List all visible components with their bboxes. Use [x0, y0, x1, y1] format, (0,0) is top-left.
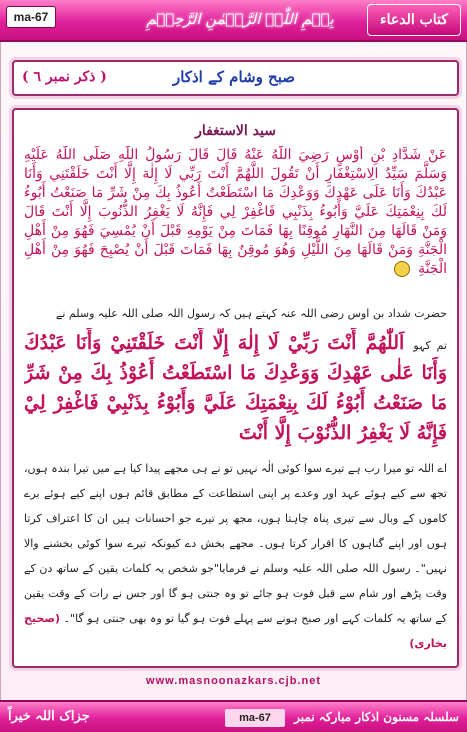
hadith-arabic [24, 146, 447, 296]
hadith-arabic-text: عَنْ شَدَّادِ بْنِ أَوْسٍ رَضِيَ اللّٰهُ عَنْهُ قَالَ قَالَ رَسُولُ اللّٰهِ صَلَّى اللّٰهُ عَلَيْهِ وَسَلَّمَ سَيِّدُ الِاسْتِغْفَارِ أَنْ تَقُولَ اللَّهُمَّ أَنْتَ رَبِّي لَا إِلٰهَ إِلَّا أَنْتَ خَلَقْتَنِي وَأَنَا عَبْدُكَ وَأَنَا عَلَى عَهْدِكَ وَوَعْدِكَ مَا اسْتَطَعْتُ أَعُوذُ بِكَ مِنْ شَرِّ مَا صَنَعْتُ أَبُوءُ لَكَ بِنِعْمَتِكَ عَلَيَّ وَأَبُوءُ بِذَنْبِي فَاغْفِرْ لِي فَإِنَّهُ لَا يَغْفِرُ الذُّنُوبَ إِلَّا أَنْتَ قَالَ وَمَنْ قَالَهَا مِنَ النَّهَارِ مُوقِنًا بِهَا فَمَاتَ مِنْ يَوْمِهِ قَبْلَ أَنْ يُمْسِيَ فَهُوَ مِنْ أَهْلِ الْجَنَّةِ وَمَنْ قَالَهَا مِنَ اللَّيْلِ وَهُوَ مُوقِنٌ بِهَا فَمَاتَ قَبْلَ أَنْ يُصْبِحَ فَهُوَ مِنْ أَهْلِ الْجَنَّةِ [24, 147, 447, 277]
website-link[interactable]: www.masnoonazkars.cjb.net [146, 675, 321, 687]
title-banner [12, 60, 459, 96]
zikr-number: ( ذکر نمبر ٦ ) [22, 69, 107, 85]
footer-blessing: جزاک اللہ خیراً [8, 709, 90, 724]
content-box [12, 108, 459, 668]
translation-urdu-text: اے اللہ تو میرا رب ہے تیرے سوا کوئی الٰہ نہیں تو نے ہی مجھے پیدا کیا ہے میں تیرا بندہ ہوں، تجھ سے کیے ہوئے عہد اور وعدے پر اپنی استطاعت کے مطابق قائم ہوں اپنے کیے ہوئے برے کاموں کے وبال سے تیری پناہ چاہتا ہوں، مجھ پر تیرے جو احسانات ہیں ان کا اعتراف کرتا ہوں اور اپنے گناہوں کا اقرار کرتا ہوں۔ مجھے بخش دے کیونکہ تیرے سوا کوئی بخشنے والا نہیں"۔ رسول اللہ صلی اللہ علیہ وسلم نے فرمایا"جو شخص یہ کلمات یقین کے ساتھ دن کے وقت پڑھے اور شام سے قبل فوت ہو جائے تو وہ جنتی ہو گا اور جس نے رات کے وقت یقین کے ساتھ یہ کلمات کہے اور صبح ہونے سے پہلے فوت ہو گیا تو وہ بھی جنتی ہو گا"۔ [24, 462, 447, 625]
hadith-reference: (صحیح بخاری) [24, 612, 447, 650]
dua-arabic-text: اَللّٰهُمَّ أَنْتَ رَبِّيْ لَا إِلٰهَ إِلَّا أَنْتَ خَلَقْتَنِيْ وَأَنَا عَبْدُكَ وَأَنَا عَلٰى عَهْدِكَ وَوَعْدِكَ مَا اسْتَطَعْتُ أَعُوْذُ بِكَ مِنْ شَرِّ مَا صَنَعْتُ أَبُوْءُ لَكَ بِنِعْمَتِكَ عَلَيَّ وَأَبُوْءُ بِذَنْبِيْ فَاغْفِرْ لِيْ فَإِنَّهُ لَا يَغْفِرُ الذُّنُوْبَ إِلَّا أَنْتَ [24, 332, 447, 444]
book-title: کتاب الدعاء [367, 4, 461, 36]
footer-page-code: ma-67 [225, 709, 285, 727]
page-footer [0, 700, 467, 732]
hadith-intro-urdu: حضرت شداد بن اوس رضی اللہ عنہ کہتے ہیں کہ رسول اللہ صلی اللہ علیہ وسلم نے [55, 307, 447, 320]
footer-series-title: سلسلہ مسنون اذکار مبارکہ نمبر [294, 710, 459, 724]
dua-lead-urdu: تم کہو [413, 339, 447, 352]
hadith-end-icon [394, 261, 410, 277]
section-title: سید الاستغفار [195, 123, 276, 139]
page-number-badge: ma-67 [6, 6, 56, 28]
page-title: صبح وشام کے اذکار [172, 68, 295, 86]
page-header [0, 0, 467, 42]
bismillah-text: بِسۡمِ اللّٰہِ الرَّحۡمٰنِ الرَّحِیۡمِ [146, 10, 334, 28]
translation-block [24, 456, 447, 656]
dua-block [24, 328, 447, 452]
